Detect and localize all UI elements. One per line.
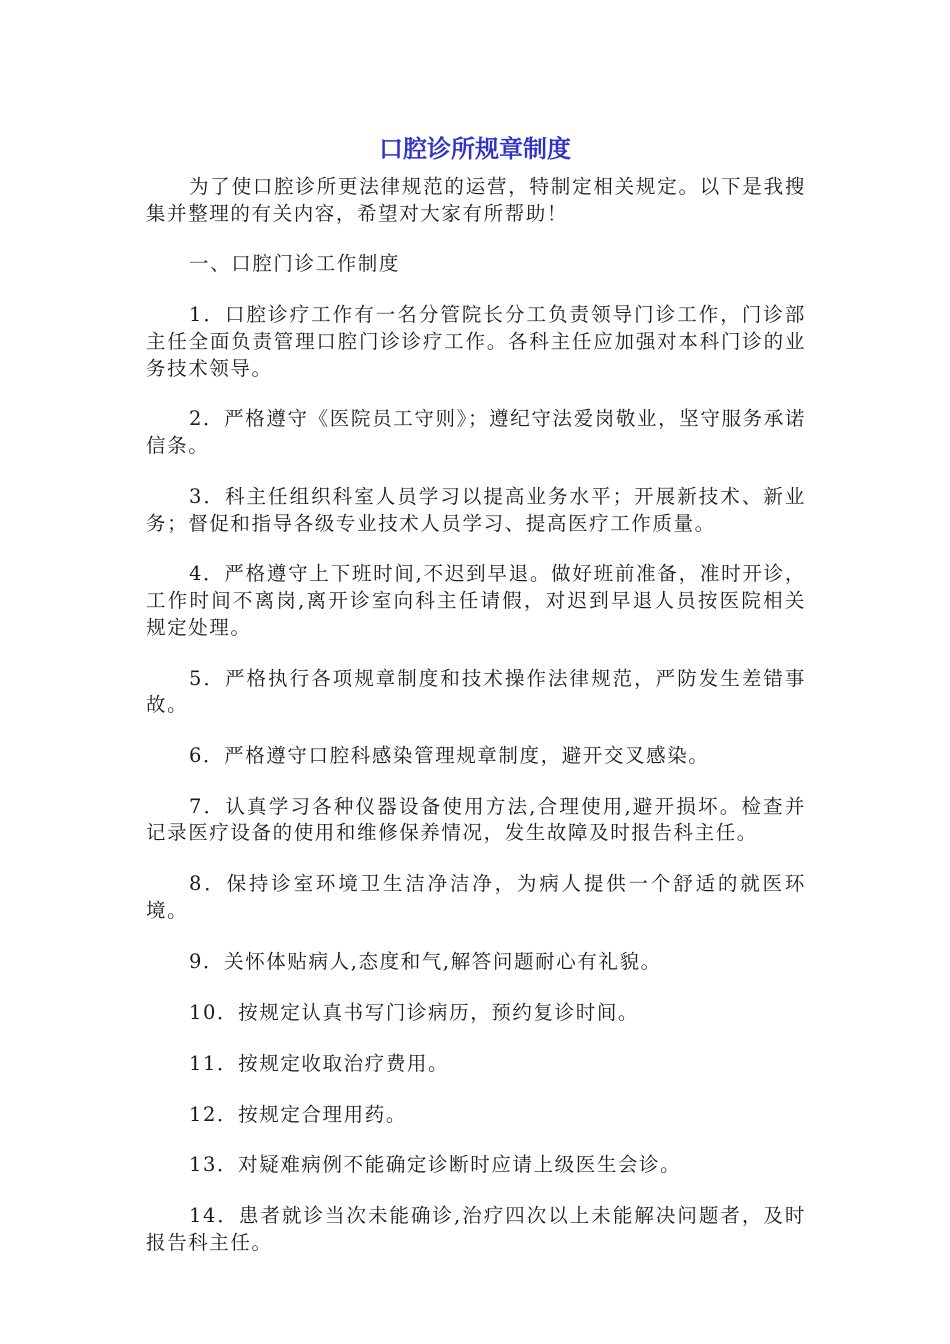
document-body <box>146 174 806 1281</box>
document-title: 口腔诊所规章制度 <box>379 135 571 163</box>
section-heading: 一、口腔门诊工作制度 <box>189 252 401 276</box>
rule-paragraph: 1．口腔诊疗工作有一名分管院长分工负责领导门诊工作，门诊部主任全面负责管理口腔门诊诊疗工作。各科主任应加强对本科门诊的业务技术领导。 <box>146 303 806 380</box>
rule-paragraph: 12．按规定合理用药。 <box>189 1102 407 1126</box>
rule-paragraph: 7．认真学习各种仪器设备使用方法,合理使用,避开损坏。检查并记录医疗设备的使用和维修保养情况，发生故障及时报告科主任。 <box>146 794 806 845</box>
rule-paragraph: 8．保持诊室环境卫生洁净洁净，为病人提供一个舒适的就医环境。 <box>146 872 806 922</box>
rule-paragraph: 10．按规定认真书写门诊病历，预约复诊时间。 <box>189 1000 640 1024</box>
rule-paragraph: 3．科主任组织科室人员学习以提高业务水平；开展新技术、新业务；督促和指导各级专业技术人员学习、提高医疗工作质量。 <box>146 484 806 535</box>
rule-paragraph: 6．严格遵守口腔科感染管理规章制度，避开交叉感染。 <box>189 743 710 767</box>
rule-paragraph: 2．严格遵守《医院员工守则》；遵纪守法爱岗敬业，坚守服务承诺信条。 <box>146 407 806 458</box>
rule-paragraph: 11．按规定收取治疗费用。 <box>189 1051 450 1075</box>
rule-paragraph: 13．对疑难病例不能确定诊断时应请上级医生会诊。 <box>189 1153 682 1177</box>
rule-paragraph: 14．患者就诊当次未能确诊,治疗四次以上未能解决问题者，及时报告科主任。 <box>146 1204 806 1254</box>
rule-paragraph: 4．严格遵守上下班时间,不迟到早退。做好班前准备，准时开诊，工作时间不离岗,离开诊室向科主任请假，对迟到早退人员按医院相关规定处理。 <box>146 562 806 639</box>
rule-paragraph: 9．关怀体贴病人,态度和气,解答问题耐心有礼貌。 <box>189 949 662 973</box>
intro-paragraph: 为了使口腔诊所更法律规范的运营，特制定相关规定。以下是我搜集并整理的有关内容，希望对大家有所帮助！ <box>146 175 806 225</box>
rule-paragraph: 5．严格执行各项规章制度和技术操作法律规范，严防发生差错事故。 <box>146 666 806 717</box>
